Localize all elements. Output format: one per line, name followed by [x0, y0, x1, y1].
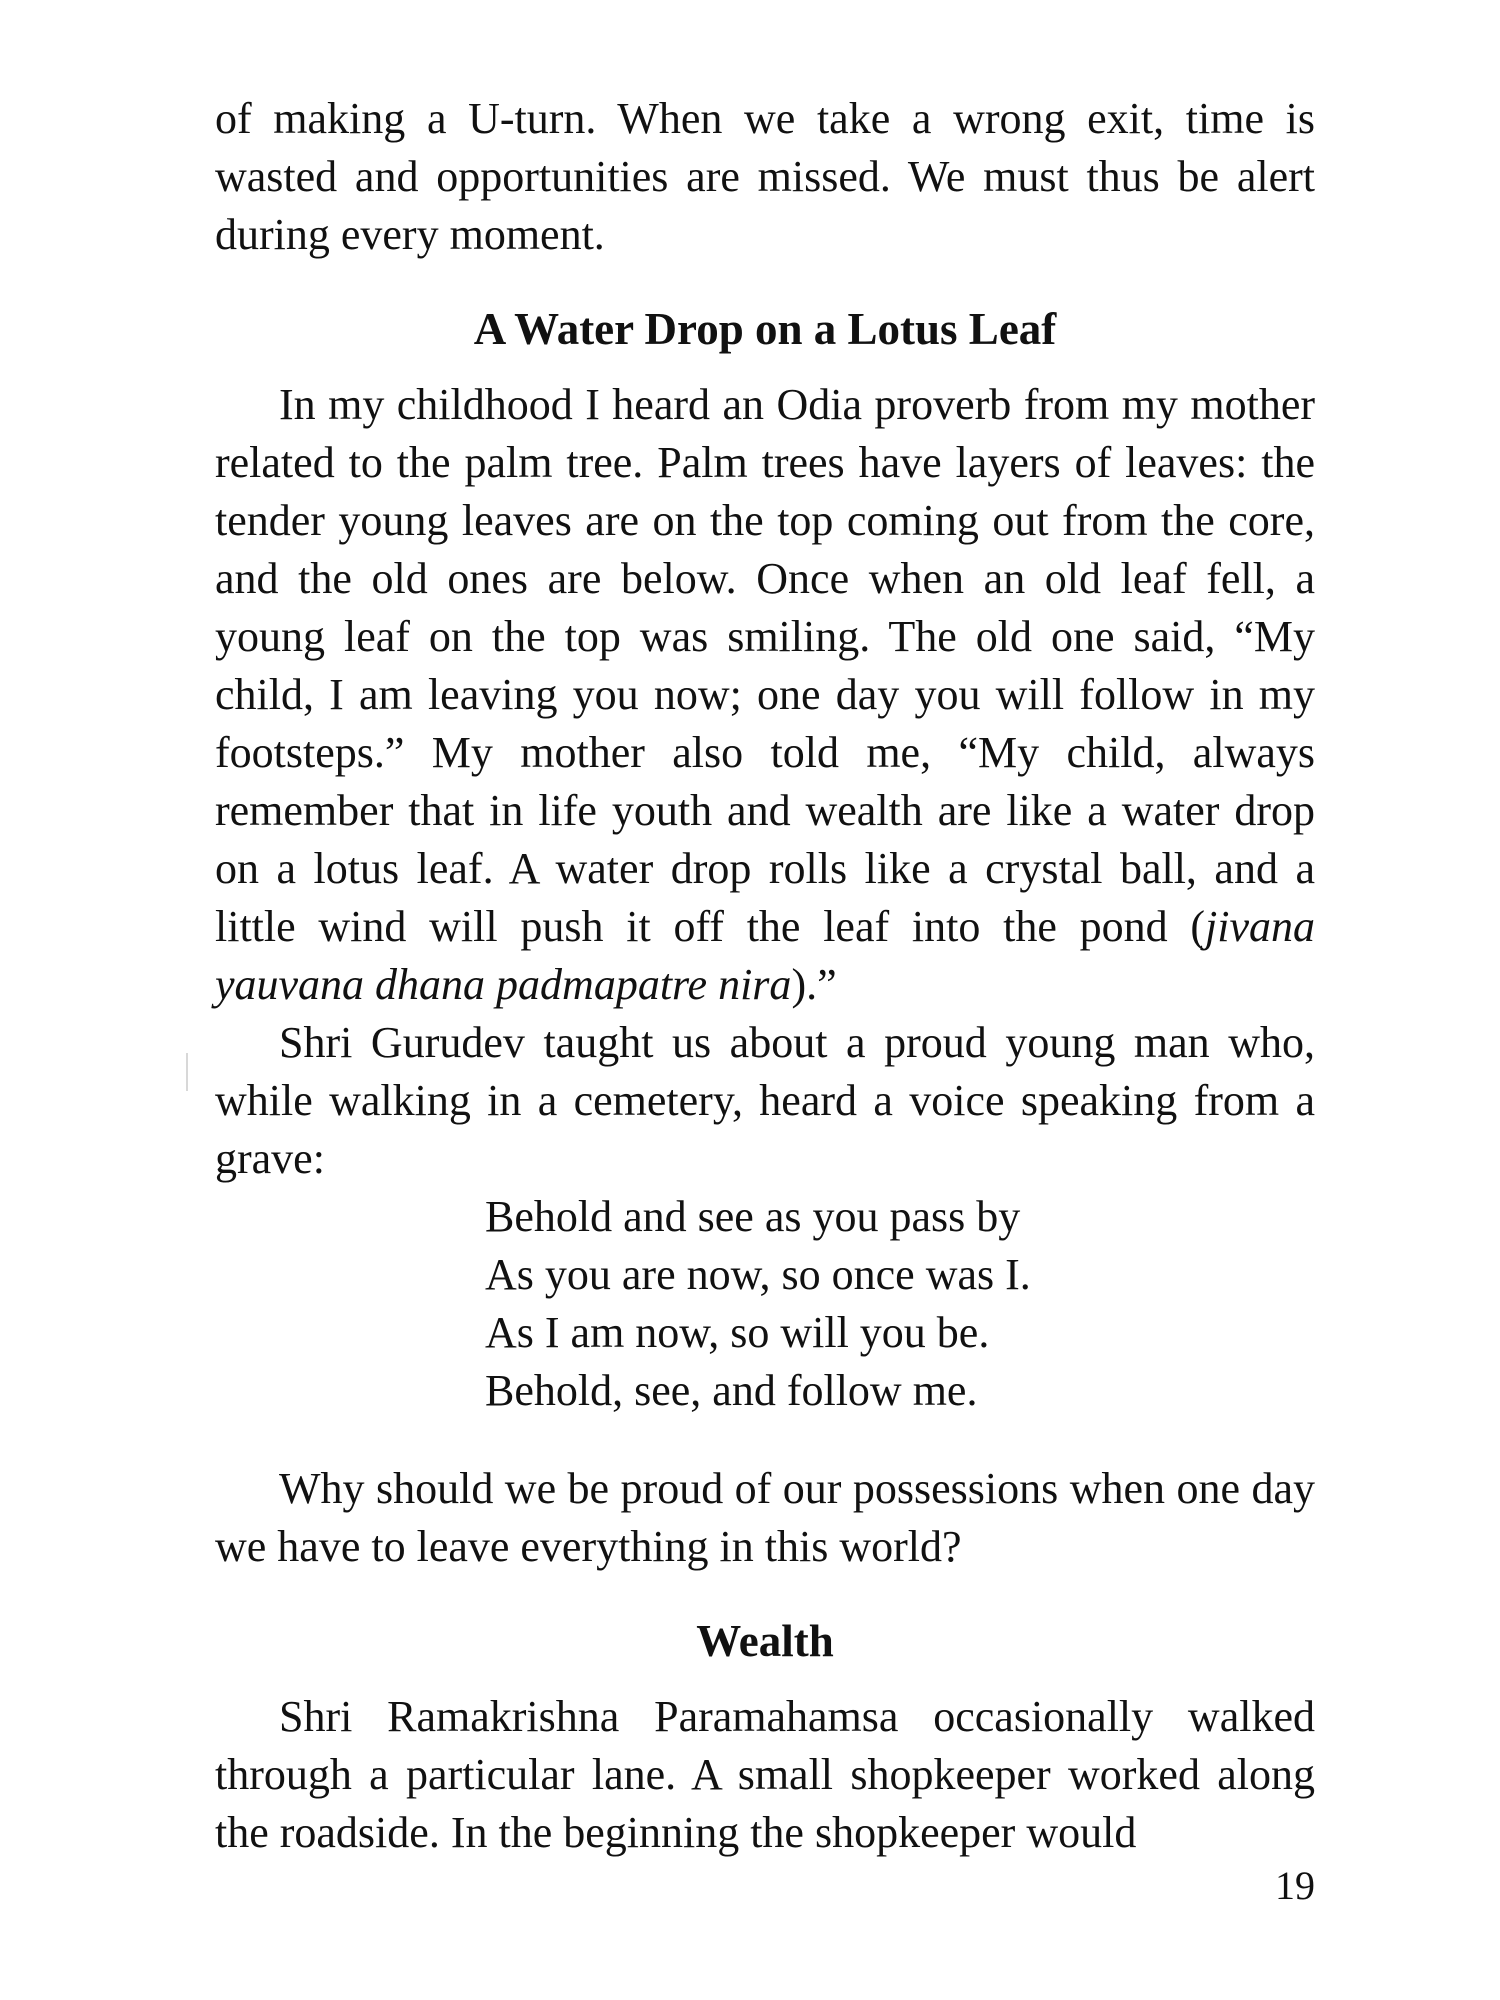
sanskrit-phrase: jivana yauvana dhana padmapatre nira [215, 902, 1315, 1009]
poem-line: Behold and see as you pass by [485, 1192, 1021, 1241]
poem-line: As I am now, so will you be. [485, 1308, 990, 1357]
paragraph-palm-tree-end: ).” [791, 960, 837, 1009]
book-page-text [215, 90, 1315, 1862]
paragraph-gurudev: Shri Gurudev taught us about a proud young man who, while walking in a cemetery, heard a voice speaking from a grave: [215, 1018, 1315, 1183]
paragraph-palm-tree-text: In my childhood I heard an Odia proverb from my mother related to the palm tree. Palm trees have layers of leaves: the tender young leaves are on the top coming out from the core, and the old ones are below. Once when an old leaf fell, a young leaf on the top was smiling. The old one said, “My child, I am leaving you now; one day you will follow in my footsteps.” My mother also told me, “My child, always remember that in life youth and wealth are like a water drop on a lotus leaf. A water drop rolls like a crystal ball, and a little wind will push it off the leaf into the pond ( [215, 380, 1315, 951]
paragraph-ramakrishna: Shri Ramakrishna Paramahamsa occasionally walked through a particular lane. A small shopkeeper worked along the roadside. In the beginning the shopkeeper would [215, 1692, 1315, 1857]
paragraph-palm-tree [215, 376, 1315, 1014]
grave-poem [485, 1188, 1315, 1420]
section-heading-wealth: Wealth [696, 1616, 834, 1666]
continuation-paragraph: of making a U-turn. When we take a wrong exit, time is wasted and opportunities are missed. We must thus be alert during every moment. [215, 94, 1315, 259]
page-number: 19 [1275, 1863, 1315, 1908]
poem-line: As you are now, so once was I. [485, 1250, 1031, 1299]
poem-line: Behold, see, and follow me. [485, 1366, 978, 1415]
section-heading-water-drop: A Water Drop on a Lotus Leaf [473, 304, 1057, 354]
paragraph-possessions: Why should we be proud of our possessions when one day we have to leave everything in this world? [215, 1464, 1315, 1571]
scan-edge-mark [186, 1053, 188, 1091]
